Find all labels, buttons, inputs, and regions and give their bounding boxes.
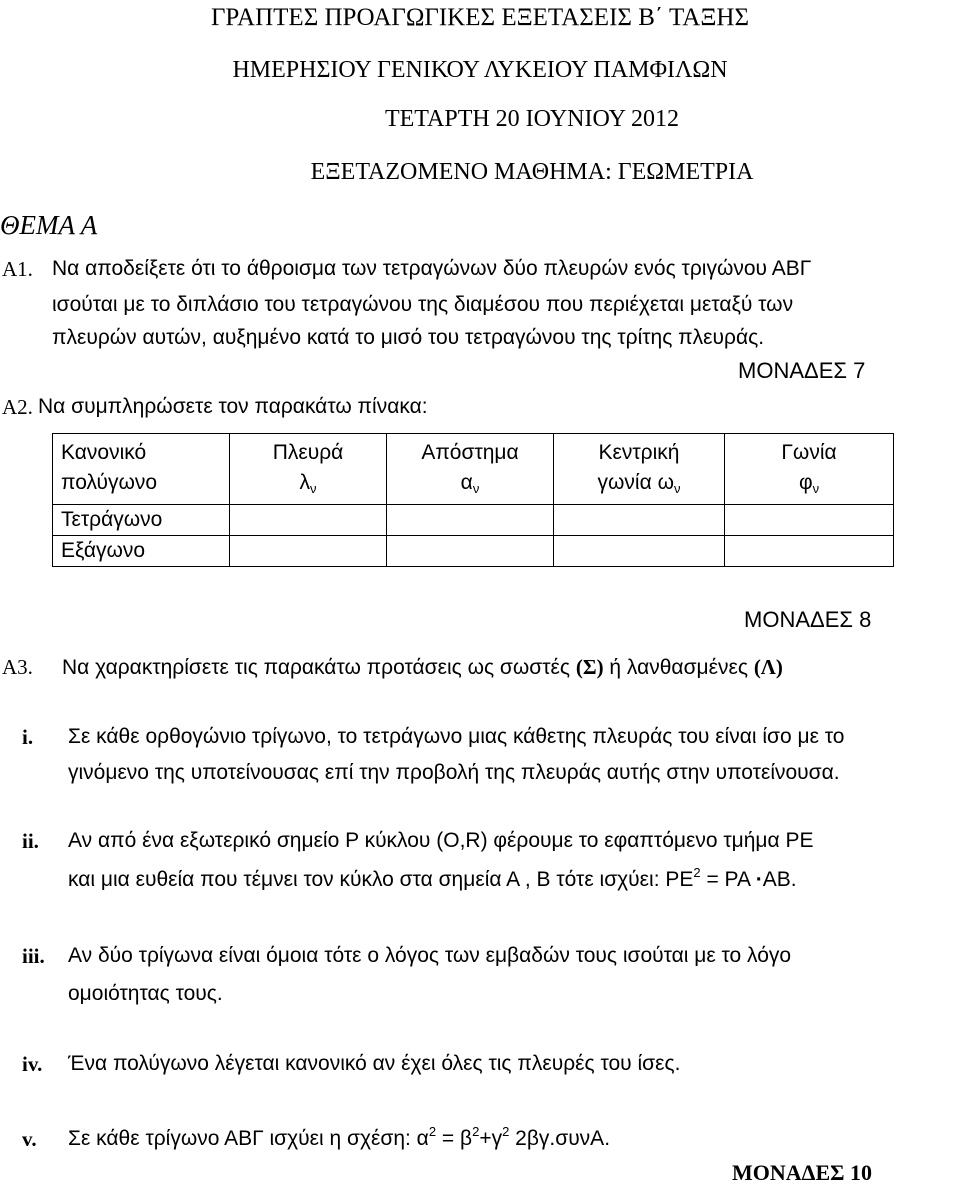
- superscript: 2: [472, 1124, 480, 1139]
- a1-line-3: πλευρών αυτών, αυξημένο κατά το μισό του τετραγώνου της τρίτης πλευράς.: [52, 326, 765, 349]
- item-number: v.: [22, 1127, 37, 1151]
- table-header-cell: [53, 434, 230, 505]
- item-ii-text: και μια ευθεία που τέμνει τον κύκλο στα σημεία Α , Β τότε ισχύει: ΡΕ: [68, 868, 694, 891]
- empty-cell: [725, 536, 894, 567]
- item-iii-line-2: ομοιότητας τους.: [68, 982, 223, 1005]
- header-symbol: λ: [299, 471, 310, 494]
- a1-marks: ΜΟΝΑΔΕΣ 7: [738, 358, 866, 383]
- superscript: 2: [693, 865, 701, 880]
- a2-text: Να συμπληρώσετε τον παρακάτω πίνακα:: [38, 395, 428, 418]
- header-subscript: ν: [812, 481, 820, 496]
- empty-cell: [554, 536, 725, 567]
- dot-operator: ·: [755, 868, 763, 891]
- empty-cell: [387, 536, 554, 567]
- item-iii-line-1: Αν δύο τρίγωνα είναι όμοια τότε ο λόγος των εμβαδών τους ισούται με το λόγο: [68, 944, 792, 967]
- item-ii-text: ΑΒ.: [762, 868, 797, 891]
- a1-label: Α1.: [2, 257, 33, 281]
- false-symbol: (Λ): [753, 655, 783, 679]
- table-row: [53, 505, 894, 536]
- empty-cell: [725, 505, 894, 536]
- header-line-4: ΕΞΕΤΑΖΟΜΕΝΟ ΜΑΘΗΜΑ: ΓΕΩΜΕΤΡΙΑ: [310, 159, 754, 185]
- table-header-row: [53, 434, 894, 505]
- header-text: Απόστημα: [421, 441, 519, 464]
- header-text: Κανονικό: [61, 441, 147, 464]
- a3-marks: ΜΟΝΑΔΕΣ 10: [732, 1160, 873, 1185]
- row-label: Εξάγωνο: [53, 536, 230, 567]
- a3-intro-mid: ή λανθασμένες: [603, 656, 754, 679]
- header-text: Πλευρά: [272, 441, 344, 464]
- table-header-cell: [230, 434, 387, 505]
- a2-marks: ΜΟΝΑΔΕΣ 8: [744, 607, 872, 632]
- empty-cell: [554, 505, 725, 536]
- header-line-1: ΓΡΑΠΤΕΣ ΠΡΟΑΓΩΓΙΚΕΣ ΕΞΕΤΑΣΕΙΣ Β΄ ΤΑΞΗΣ: [210, 4, 750, 31]
- header-subscript: ν: [472, 481, 480, 496]
- empty-cell: [230, 536, 387, 567]
- superscript: 2: [428, 1124, 437, 1139]
- item-v-text: Σε κάθε τρίγωνο ΑΒΓ ισχύει η σχέση: α: [68, 1127, 429, 1150]
- item-i-line-2: γινόμενο της υποτείνουσας επί την προβολή της πλευράς αυτής στην υποτείνουσα.: [68, 761, 840, 784]
- polygon-table: [52, 433, 894, 567]
- item-number: ii.: [22, 829, 39, 853]
- header-line-2: ΗΜΕΡΗΣΙΟΥ ΓΕΝΙΚΟΥ ΛΥΚΕΙΟΥ ΠΑΜΦΙΛΩΝ: [232, 57, 728, 83]
- empty-cell: [230, 505, 387, 536]
- item-iv-line-1: Ένα πολύγωνο λέγεται κανονικό αν έχει όλες τις πλευρές του ίσες.: [68, 1052, 681, 1075]
- header-text: Κεντρική: [598, 441, 680, 464]
- header-line-3: ΤΕΤΑΡΤΗ 20 ΙΟΥΝΙΟΥ 2012: [384, 106, 680, 132]
- table-header-cell: [554, 434, 725, 505]
- header-subscript: ν: [673, 481, 681, 496]
- header-symbol: γωνία ω: [597, 471, 674, 494]
- item-number: iii.: [22, 944, 45, 968]
- a3-intro: [62, 654, 783, 681]
- row-label: Τετράγωνο: [53, 505, 230, 536]
- table-header-cell: [387, 434, 554, 505]
- item-number: i.: [22, 725, 34, 749]
- item-ii-text: = ΡΑ: [700, 868, 756, 891]
- a1-line-2: ισούται με το διπλάσιο του τετραγώνου της διαμέσου που περιέχεται μεταξύ των: [52, 293, 794, 316]
- item-v-text: = β: [436, 1127, 473, 1150]
- header-text: Γωνία: [781, 441, 837, 464]
- a1-line-1: Να αποδείξετε ότι το άθροισμα των τετραγώνων δύο πλευρών ενός τριγώνου ΑΒΓ: [52, 257, 812, 280]
- item-ii-line-1: Αν από ένα εξωτερικό σημείο Ρ κύκλου (Ο,R) φέρουμε το εφαπτόμενο τμήμα ΡΕ: [68, 829, 814, 852]
- table-row: [53, 536, 894, 567]
- item-v-line-1: [68, 1126, 610, 1152]
- true-symbol: (Σ): [575, 655, 604, 679]
- item-i-line-1: Σε κάθε ορθογώνιο τρίγωνο, το τετράγωνο μιας κάθετης πλευράς του είναι ίσο με το: [68, 725, 845, 748]
- theme-title: ΘΕΜΑ Α: [0, 210, 98, 240]
- header-text: πολύγωνο: [61, 471, 158, 494]
- item-ii-line-2: [68, 867, 797, 893]
- superscript: 2: [502, 1124, 510, 1139]
- item-v-text: 2βγ.συνΑ.: [509, 1127, 611, 1150]
- header-subscript: ν: [310, 481, 317, 496]
- item-number: iv.: [22, 1052, 43, 1076]
- empty-cell: [387, 505, 554, 536]
- item-v-text: +γ: [479, 1127, 503, 1150]
- header-symbol: α: [460, 471, 473, 494]
- a3-label: Α3.: [2, 655, 33, 679]
- header-symbol: φ: [798, 471, 813, 494]
- table-header-cell: [725, 434, 894, 505]
- a2-label: Α2.: [2, 395, 33, 419]
- a3-intro-text: Να χαρακτηρίσετε τις παρακάτω προτάσεις ως σωστές: [62, 656, 576, 679]
